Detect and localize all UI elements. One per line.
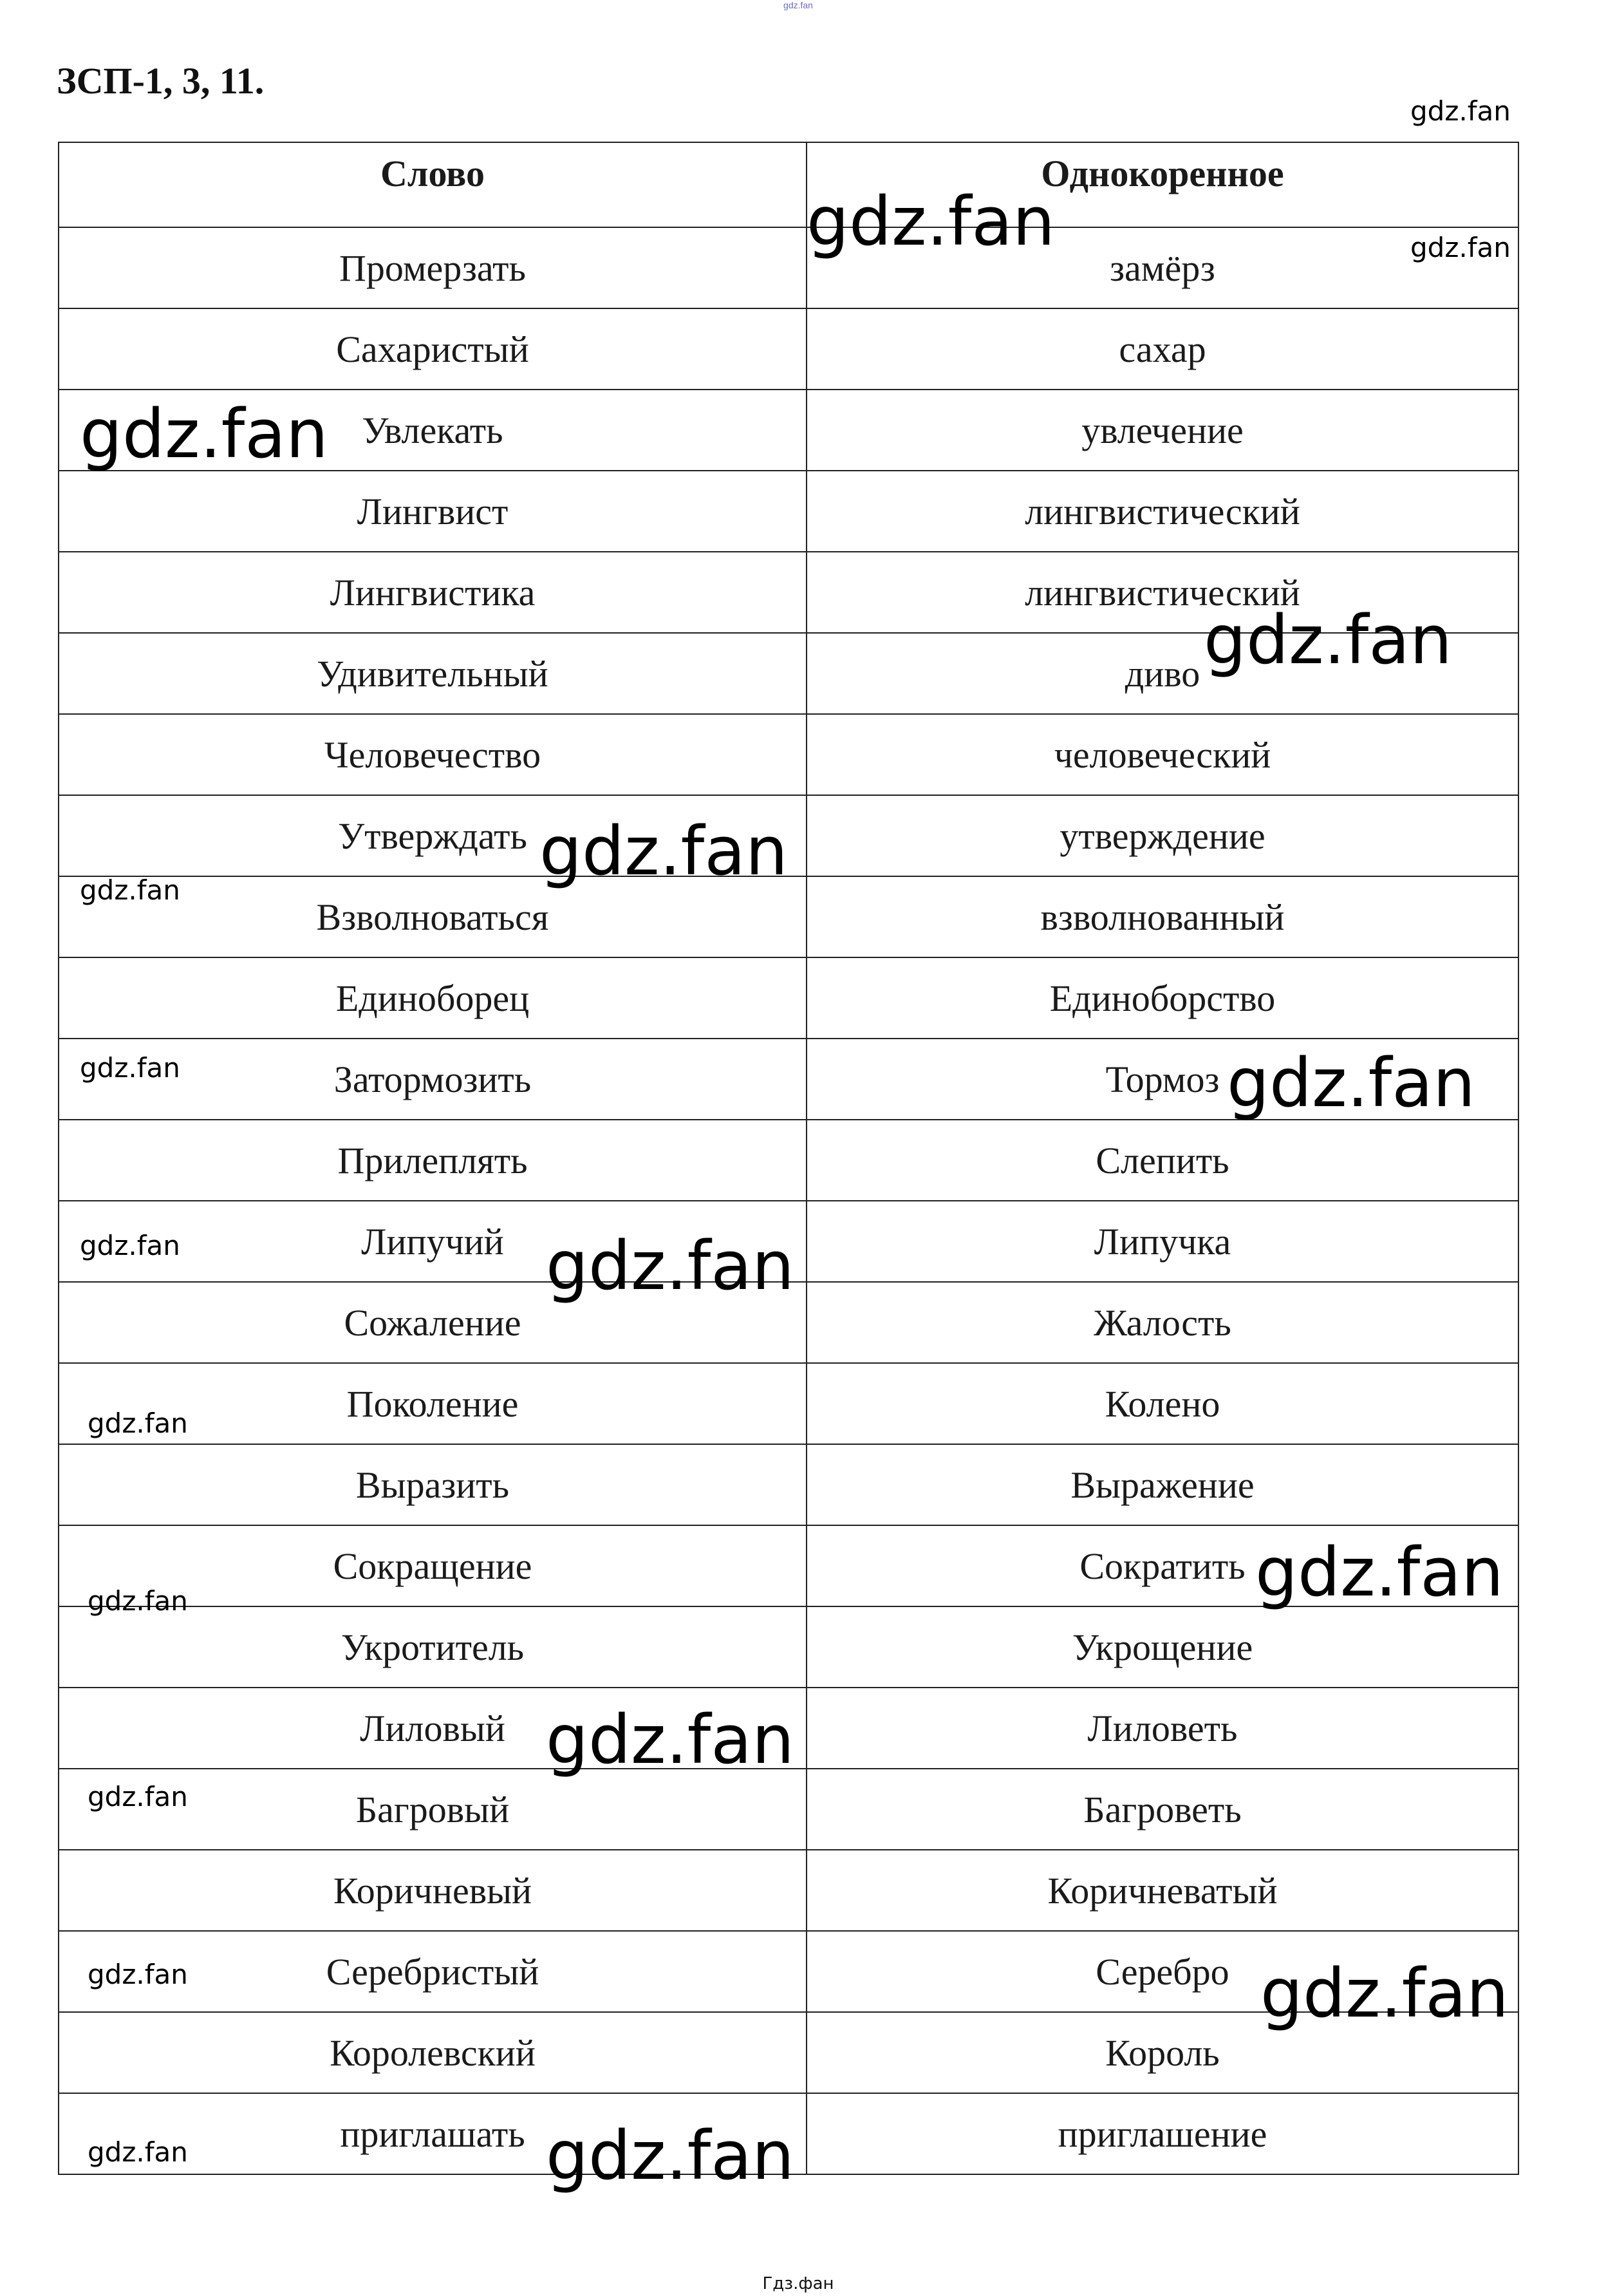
word-cell: Затормозить: [59, 1039, 807, 1120]
watermark: gdz.fan: [1410, 232, 1511, 263]
watermark: gdz.fan: [1260, 1954, 1509, 2033]
watermark: gdz.fan: [807, 182, 1055, 261]
column-header-word: Слово: [59, 142, 807, 227]
top-watermark: gdz.fan: [783, 0, 813, 10]
table-row: [59, 1850, 1518, 1931]
table-row: [59, 1769, 1518, 1850]
cognate-cell: Король: [807, 2012, 1518, 2093]
word-cell: Утверждать: [59, 795, 807, 876]
word-cell: Выразить: [59, 1444, 807, 1525]
watermark: gdz.fan: [80, 1052, 180, 1084]
cognate-cell: увлечение: [807, 390, 1518, 471]
cognate-cell: Сократить: [807, 1525, 1518, 1606]
word-cell: Поколение: [59, 1363, 807, 1444]
table-row: [59, 1606, 1518, 1688]
cognate-cell: Серебро: [807, 1931, 1518, 2012]
word-cell: Промерзать: [59, 227, 807, 308]
cognate-cell: Багроветь: [807, 1769, 1518, 1850]
word-cell: Коричневый: [59, 1850, 807, 1931]
watermark: gdz.fan: [1255, 1533, 1504, 1612]
watermark: gdz.fan: [1204, 601, 1452, 679]
watermark: gdz.fan: [539, 812, 788, 890]
table-header-row: [59, 142, 1518, 227]
cognate-cell: приглашение: [807, 2093, 1518, 2174]
watermark: gdz.fan: [80, 874, 180, 906]
table-body: [59, 227, 1518, 2174]
cognate-cell: Выражение: [807, 1444, 1518, 1525]
watermark: gdz.fan: [546, 1227, 794, 1305]
table-row: [59, 957, 1518, 1039]
table-row: [59, 308, 1518, 390]
word-cell: Сокращение: [59, 1525, 807, 1606]
table-row: [59, 471, 1518, 552]
word-cell: Удивительный: [59, 633, 807, 714]
cognate-cell: Тормоз: [807, 1039, 1518, 1120]
watermark: gdz.fan: [1227, 1044, 1475, 1122]
cognate-cell: Жалость: [807, 1282, 1518, 1363]
cognate-cell: замёрз: [807, 227, 1518, 308]
watermark: gdz.fan: [1410, 95, 1511, 127]
cognate-cell: Слепить: [807, 1120, 1518, 1201]
word-cell: Человечество: [59, 714, 807, 795]
cognate-cell: лингвистический: [807, 471, 1518, 552]
cognate-cell: Укрощение: [807, 1606, 1518, 1688]
cognate-cell: диво: [807, 633, 1518, 714]
word-cell: Лингвист: [59, 471, 807, 552]
table-row: [59, 876, 1518, 957]
word-cell: Увлекать: [59, 390, 807, 471]
table-row: [59, 795, 1518, 876]
word-cell: Прилеплять: [59, 1120, 807, 1201]
cognate-cell: сахар: [807, 308, 1518, 390]
table-row: [59, 714, 1518, 795]
word-cell: Серебристый: [59, 1931, 807, 2012]
cognate-cell: Единоборство: [807, 957, 1518, 1039]
word-cell: Сахаристый: [59, 308, 807, 390]
page-title: ЗСП-1, 3, 11.: [57, 60, 265, 102]
watermark: gdz.fan: [88, 1959, 188, 1990]
word-cell: Взволноваться: [59, 876, 807, 957]
word-cell: Укротитель: [59, 1606, 807, 1688]
watermark: gdz.fan: [88, 1407, 188, 1439]
watermark: gdz.fan: [88, 2136, 188, 2168]
word-cell: Королевский: [59, 2012, 807, 2093]
table-row: [59, 227, 1518, 308]
word-cell: приглашать: [59, 2093, 807, 2174]
cognate-cell: Коричневатый: [807, 1850, 1518, 1931]
cognate-cell: утверждение: [807, 795, 1518, 876]
watermark: gdz.fan: [88, 1781, 188, 1812]
table-row: [59, 1120, 1518, 1201]
cognate-cell: Колено: [807, 1363, 1518, 1444]
cognate-cell: Лиловеть: [807, 1688, 1518, 1769]
word-cell: Единоборец: [59, 957, 807, 1039]
bottom-watermark: Гдз.фан: [762, 2274, 834, 2293]
watermark: gdz.fan: [546, 2116, 794, 2195]
watermark: gdz.fan: [80, 395, 328, 473]
cognate-cell: лингвистический: [807, 552, 1518, 633]
table-row: [59, 1363, 1518, 1444]
word-cell: Липучий: [59, 1201, 807, 1282]
watermark: gdz.fan: [80, 1230, 180, 1261]
word-cell: Багровый: [59, 1769, 807, 1850]
watermark: gdz.fan: [546, 1700, 794, 1779]
table-row: [59, 1444, 1518, 1525]
cognate-cell: взволнованный: [807, 876, 1518, 957]
watermark: gdz.fan: [88, 1585, 188, 1617]
cognate-cell: Липучка: [807, 1201, 1518, 1282]
word-cell: Сожаление: [59, 1282, 807, 1363]
word-cell: Лиловый: [59, 1688, 807, 1769]
word-cell: Лингвистика: [59, 552, 807, 633]
column-header-cognate: Однокоренное: [807, 142, 1518, 227]
cognate-cell: человеческий: [807, 714, 1518, 795]
